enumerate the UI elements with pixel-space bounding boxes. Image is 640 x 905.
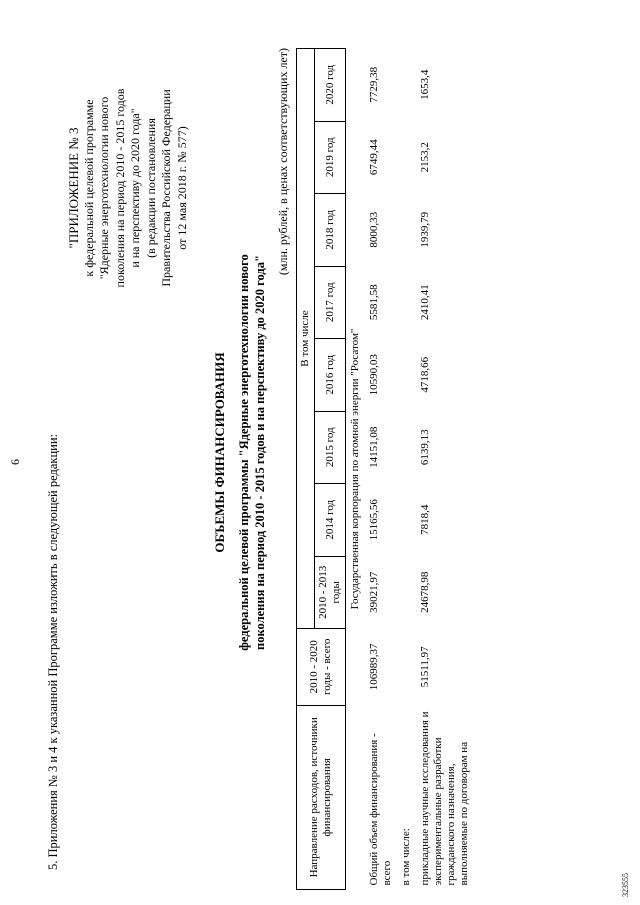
- header-year: 2015 год: [315, 411, 346, 484]
- table-row: [397, 49, 416, 890]
- cell-value: 8000,33: [368, 211, 380, 248]
- cell-value: [397, 194, 416, 267]
- subtitle-line-1: федеральной целевой программы "Ядерные энерготехнологии нового: [237, 254, 251, 651]
- units-note: (млн. рублей, в ценах соответствующих лет): [276, 48, 290, 276]
- header-including: В том числе: [297, 49, 315, 629]
- header-year: 2014 год: [315, 484, 346, 557]
- section-title: Государственная корпорация по атомной энергии "Росатом": [349, 328, 361, 610]
- appendix-line-3: "Ядерные энерготехнологии нового: [97, 96, 111, 280]
- page-number: 6: [8, 459, 22, 465]
- cell-value: [397, 339, 416, 412]
- appendix-line-4: поколения на период 2010 - 2015 годов: [112, 88, 127, 288]
- cell-value: 1653,4: [419, 69, 431, 100]
- cell-value: 6749,44: [368, 139, 380, 176]
- cell-value: [397, 484, 416, 557]
- cell-value: 2410,41: [419, 284, 431, 321]
- cell-value: 7729,38: [368, 66, 380, 103]
- appendix-line-1: "ПРИЛОЖЕНИЕ № 3: [66, 127, 81, 249]
- table-row: [365, 49, 397, 890]
- cell-value: 14151,08: [368, 426, 380, 468]
- cell-value: [397, 629, 416, 706]
- appendix-header: [66, 48, 190, 328]
- appendix-line-8: от 12 мая 2018 г. № 577): [174, 126, 189, 250]
- document-title: ОБЪЕМЫ ФИНАНСИРОВАНИЯ: [212, 352, 227, 553]
- cell-value: [397, 411, 416, 484]
- header-year: 2018 год: [315, 194, 346, 267]
- cell-value: 5581,58: [368, 284, 380, 321]
- header-year: 2010 - 2013 годы: [315, 556, 346, 629]
- serial-number: 323555: [621, 873, 630, 897]
- cell-value: 2153,2: [419, 142, 431, 173]
- row-label: Общий объем финансирования - всего: [368, 733, 393, 886]
- subtitle-line-2: поколения на период 2010 - 2015 годов и на перспективу до 2020 года": [253, 255, 267, 650]
- table-row: [416, 49, 474, 890]
- header-year: 2016 год: [315, 339, 346, 412]
- appendix-line-5: и на перспективу до 2020 года": [128, 108, 142, 268]
- section-row: [346, 49, 366, 890]
- cell-value: [397, 49, 416, 122]
- cell-value: 15165,56: [368, 499, 380, 541]
- cell-value: 10590,03: [368, 354, 380, 396]
- cell-value: 7818,4: [419, 504, 431, 535]
- appendix-line-6: (в редакции постановления: [143, 118, 158, 258]
- cell-value: [397, 266, 416, 339]
- cell-value: 51511,97: [419, 646, 431, 688]
- document-subtitle: [236, 0, 268, 905]
- row-label: прикладные научные исследования и экспериментальные разработки гражданского назначения, выполняемые по договорам на: [419, 711, 470, 886]
- cell-value: 24678,98: [419, 571, 431, 613]
- row-label: в том числе:: [400, 828, 412, 886]
- header-direction: Направление расходов, источники финансирования: [297, 705, 346, 889]
- header-year: 2019 год: [315, 121, 346, 194]
- cell-value: 39021,97: [368, 571, 380, 613]
- appendix-line-2: к федеральной целевой программе: [81, 99, 96, 277]
- header-year: 2017 год: [315, 266, 346, 339]
- cell-value: [397, 556, 416, 629]
- appendix-line-7: Правительства Российской Федерации: [159, 89, 173, 287]
- cell-value: 1939,79: [419, 211, 431, 248]
- header-total: 2010 - 2020 годы - всего: [297, 629, 346, 706]
- cell-value: 106989,37: [368, 643, 380, 691]
- header-year: 2020 год: [315, 49, 346, 122]
- cell-value: [397, 121, 416, 194]
- financing-table: [296, 48, 474, 890]
- cell-value: 4718,66: [419, 356, 431, 393]
- table-header-row-1: [297, 49, 315, 890]
- intro-text: 5. Приложения № 3 и 4 к указанной Программе изложить в следующей редакции:: [46, 434, 60, 870]
- cell-value: 6139,13: [419, 429, 431, 466]
